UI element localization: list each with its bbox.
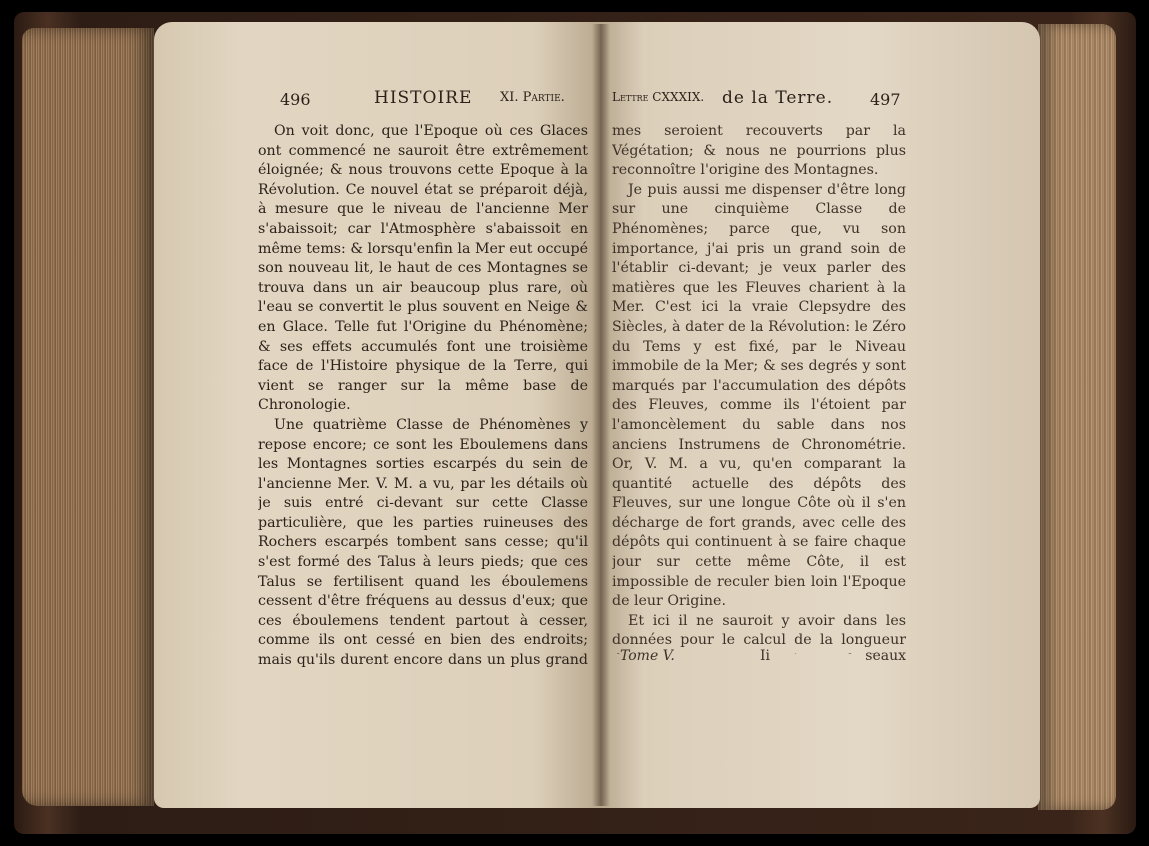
right-running-head: de la Terre. bbox=[722, 88, 834, 108]
book-gutter bbox=[592, 24, 610, 806]
right-letter-label: Lettre CXXXIX. bbox=[612, 90, 705, 104]
right-page-edges bbox=[1038, 24, 1116, 810]
signature-mark: Ii bbox=[760, 648, 771, 664]
right-paragraph: mes seroient recouverts par la Végétation; & nous ne pourrions plus reconnoître l'origine des Montagnes. bbox=[612, 123, 906, 179]
left-paragraph: On voit donc, que l'Epoque où ces Glaces ont commencé ne sauroit être extrêmement éloignée; & nous trouvons cette Epoque à la Révolution. Ce nouvel état se préparoit déjà, à mesure que le niveau de l'ancienne Mer s'abaissoit; car l'Atmosphère s'abaissoit en même tems: & lorsqu'enfin la Mer eut occupé son nouveau lit, le haut de ces Montagnes se trouva dans un air beaucoup plus rare, où l'eau se convertit le plus souvent en Neige & en Glace. Telle fut l'Origine du Phénomène; & ses effets accumulés font une troisième face de l'Histoire physique de la Terre, qui vient se ranger sur la même base de Chronologie. bbox=[258, 123, 588, 414]
left-part-label: XI. Partie. bbox=[500, 90, 565, 105]
right-paragraph: Et ici il ne sauroit y avoir dans les données pour le calcul de la longueur bbox=[612, 612, 906, 649]
right-paragraph: Je puis aussi me dispenser d'être long sur une cinquième Classe de Phénomènes; parce que, vu son importance, j'ai pris un grand soin de l'établir ci-devant; je veux parler des matières que les Fleuves charient à la Mer. C'est ici la vraie Clepsydre des Siècles, à dater de la Révolution: le Zéro du Tems y est fixé, par le Niveau immobile de la Mer; & ses degrés y sont marqués par l'accumulation des dépôts des Fleuves, comme ils l'étoient par l'amoncèlement du sable dans nos anciens Instrumens de Chronométrie. Or, V. M. a vu, qu'en comparant la quantité actuelle des dépôts des Fleuves, sur une longue Côte où il s'en décharge de fort grands, avec celle des dépôts qui continuent à se faire chaque jour sur cette même Côte, il est impossible de reculer bien loin l'Epoque de leur Origine. bbox=[612, 181, 906, 610]
left-page-text bbox=[258, 122, 588, 667]
left-page-number: 496 bbox=[280, 90, 311, 109]
right-page-number: 497 bbox=[870, 90, 901, 109]
left-page-edges bbox=[22, 28, 154, 806]
left-running-head: HISTOIRE bbox=[374, 88, 473, 108]
left-paragraph: Une quatrième Classe de Phénomènes y repose encore; ce sont les Eboulemens dans les Montagnes sorties escarpés du sein de l'ancienne Mer. V. M. a vu, par les détails où je suis entré ci-devant sur cette Classe particulière, que les parties ruineuses des Rochers escarpés tombent sans cesse; qu'il s'est formé des Talus à leurs pieds; que ces Talus se fertilisent quand les éboulemens cessent d'être fréquens au dessus d'eux; que ces éboulemens tendent partout à cesser, comme ils ont cessé en bien des endroits; mais qu'ils durent encore dans un plus grand bbox=[258, 416, 588, 667]
volume-signature: Tome V. bbox=[620, 648, 675, 664]
right-page-text bbox=[612, 122, 906, 654]
catchword: seaux bbox=[865, 648, 906, 664]
